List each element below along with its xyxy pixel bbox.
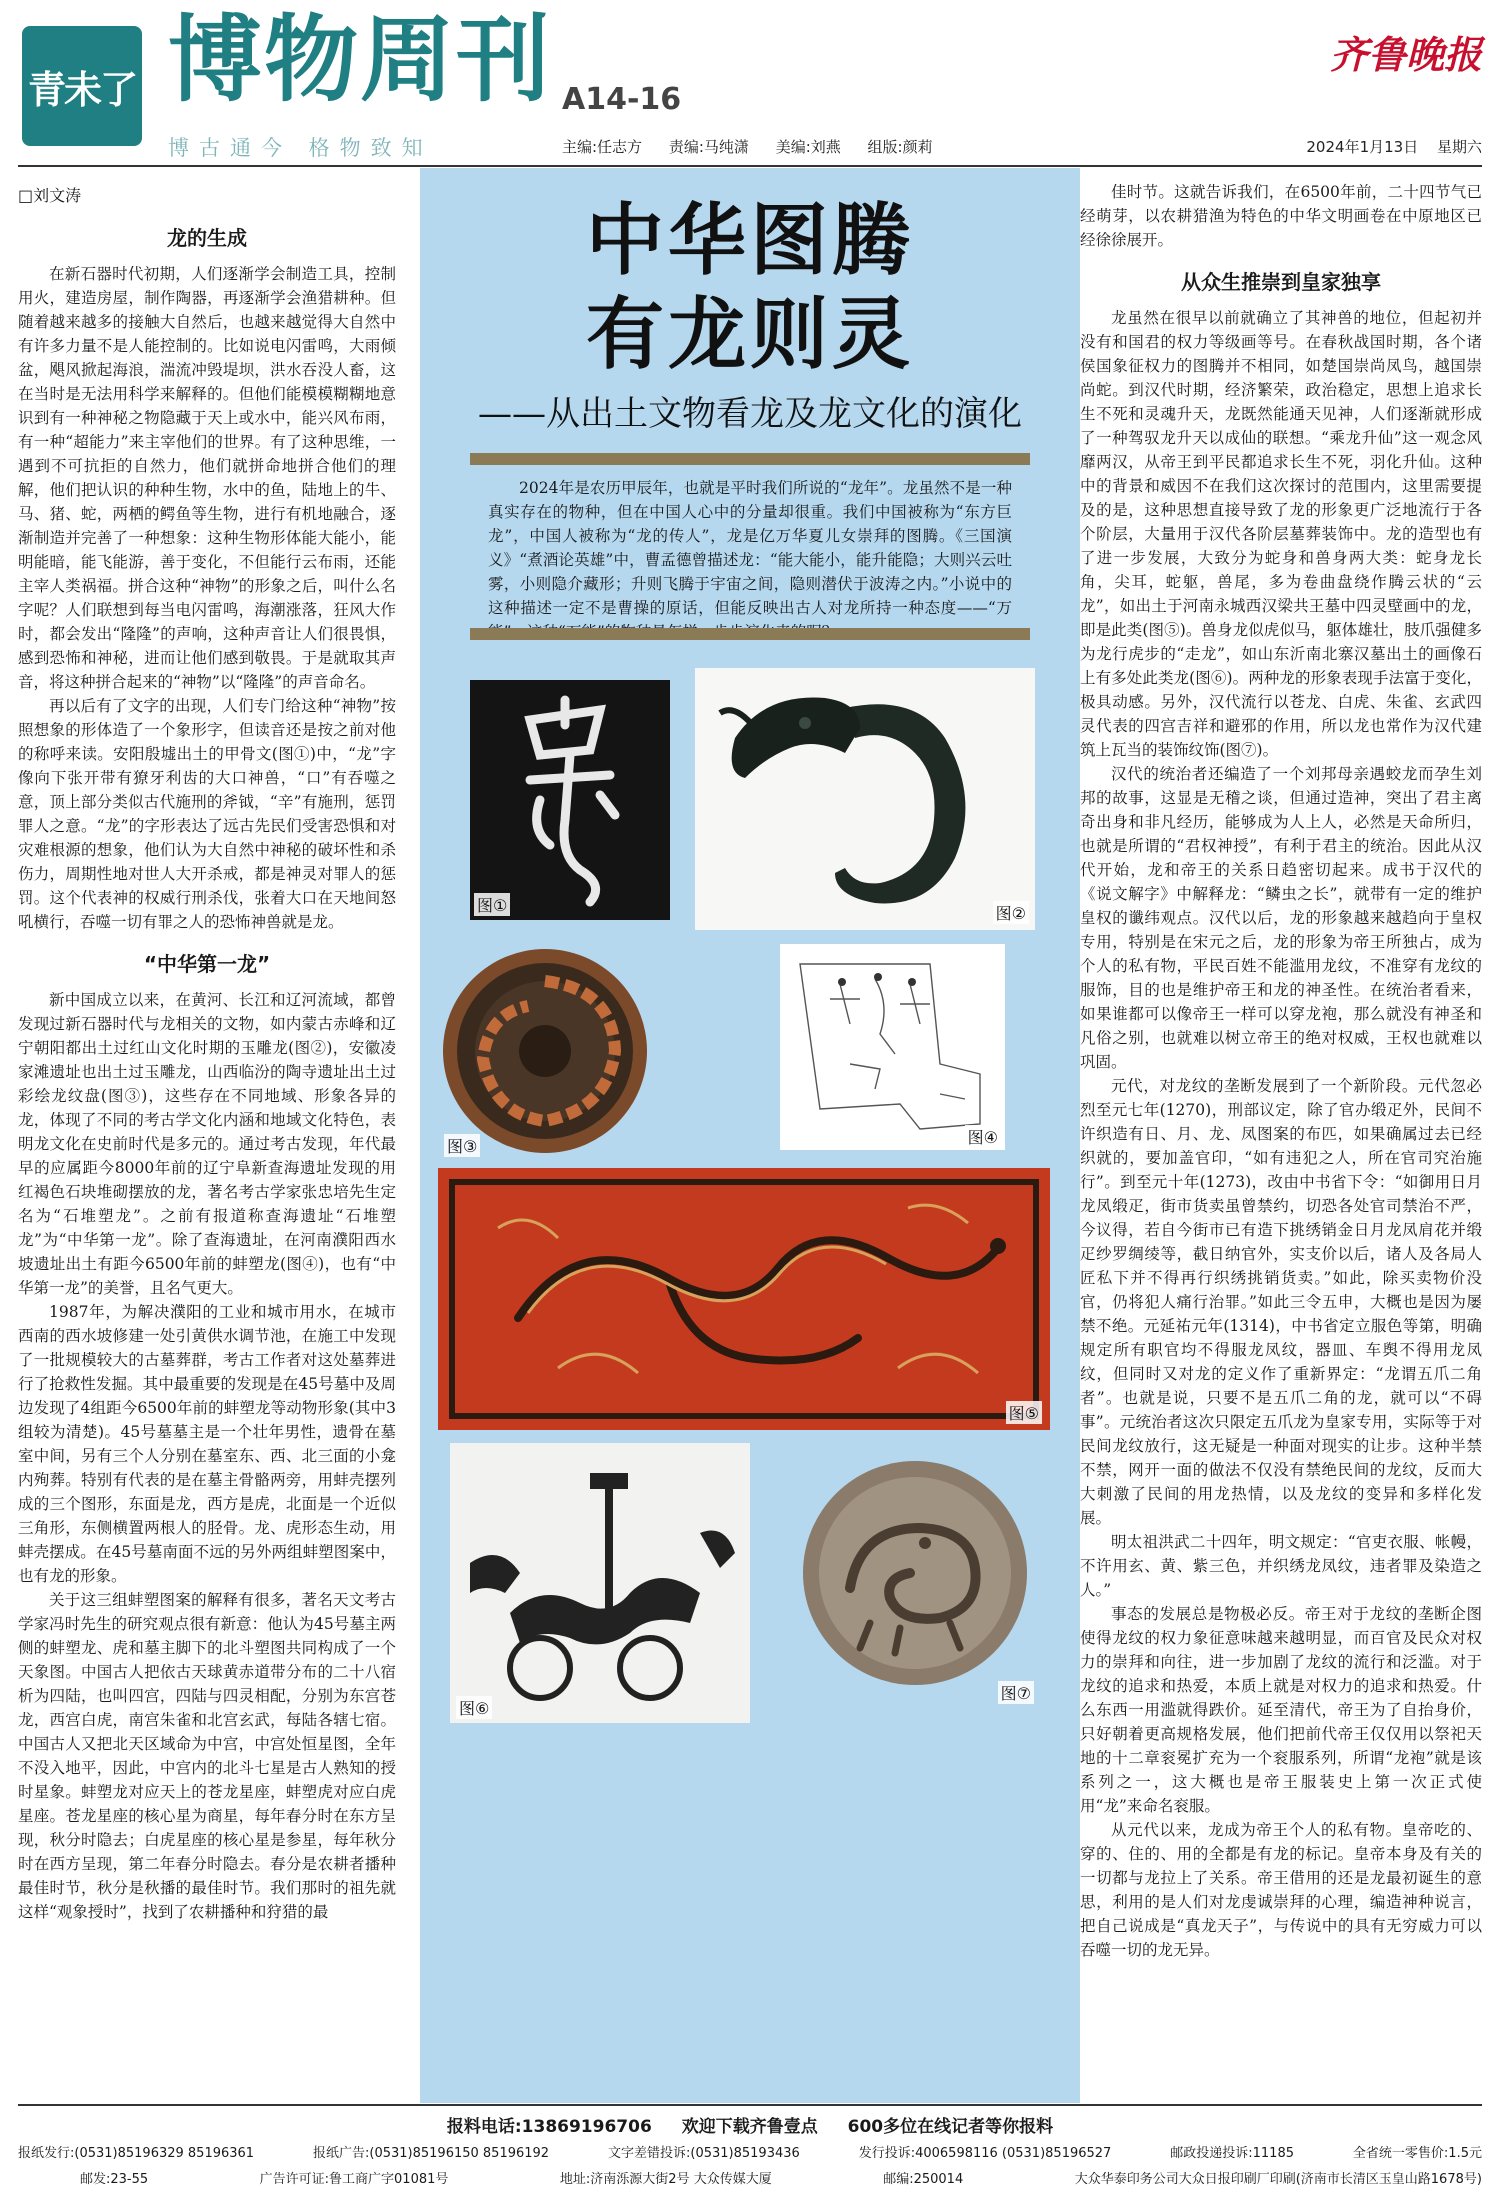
hotline-text: 报料电话:13869196706 [446, 2117, 652, 2137]
page-range: A14-16 [562, 82, 682, 117]
paragraph: 元代，对龙纹的垄断发展到了一个新阶段。元代忽必烈至元七年(1270)，刑部议定，除了官办缎疋外，民间不许织造有日、月、龙、凤图案的布匹，如果确属过去已经织就的，要加盖官印，“如有违犯之人，所在官司究治施行”。到至元十年(1273)，改由中书省下令：“如御用日月龙凤缎疋，街市货卖虽曾禁约，切恐各处官司禁治不严，今议得，若自今街市已有造下挑绣销金日月龙凤肩花并缎疋纱罗绸绫等，截日纳官外，实支价以后，诸人及各局人匠私下并不得再行织绣挑销货卖。”如此，除买卖物价没官，仍将犯人痛行治罪。”如此三令五申，大概也是因为屡禁不绝。元延祐元年(1314)，中书省定立服色等第，明确规定所有职官均不得服龙凤纹，器皿、车舆不得用龙凤纹，但同时又对龙的定义作了重新界定：“龙谓五爪二角者”。也就是说，只要不是五爪二角的龙，就可以“不碍事”。元统治者这次只限定五爪龙为皇家专用，实际等于对民间龙纹放行，这无疑是一种面对现实的让步。这种半禁不禁，网开一面的做法不仅没有禁绝民间的龙纹，反而大大刺激了民间的用龙热情，以及龙纹的变异和多样化发展。 [1080, 1077, 1482, 1527]
paragraph: 佳时节。这就告诉我们，在6500年前，二十四节气已经萌芽，以农耕猎渔为特色的中华文明画卷在中原地区已经徐徐展开。 [1080, 183, 1482, 249]
figure-stone-relief [450, 1443, 750, 1723]
slogan: 博古通今 格物致知 [168, 136, 433, 160]
paragraph: 汉代的统治者还编造了一个刘邦母亲遇蛟龙而孕生刘邦的故事，这显是无稽之谈，但通过造神，突出了君主离奇出身和非凡经历，能够成为人上人，必然是天命所归，也就是所谓的“君权神授”，有利于君主的统治。因此从汉代开始，龙和帝王的关系日趋密切起来。成书于汉代的《说文解字》中解释龙：“鳞虫之长”，就带有一定的维护皇权的谶纬观点。汉代以后，龙的形象越来越趋向于皇权专用，特别是在宋元之后，龙的形象为帝王所独占，成为个人的私有物，平民百姓不能滥用龙纹，不准穿有龙纹的服饰，目的也是维护帝王和龙的神圣性。在统治者看来，如果谁都可以像帝王一样可以穿龙袍，那么就没有神圣和凡俗之别，也就难以树立帝王的绝对权威，王权也就难以巩固。 [1080, 765, 1482, 1071]
jade-dragon-image [695, 668, 1035, 930]
price-text: 全省统一零售价:1.5元 [1352, 2146, 1482, 2161]
figure-caption: 图⑥ [456, 1696, 492, 1719]
distribution-phone: 报纸发行:(0531)85196329 85196361 [18, 2146, 255, 2161]
deck-rule-top [470, 453, 1030, 465]
footer-hotline [0, 2112, 1500, 2137]
paragraph: 事态的发展总是物极必反。帝王对于龙纹的垄断企图使得龙纹的权力象征意味越来越明显，而百官及民众对权力的崇拜和向往，进一步加剧了龙纹的流行和泛滥。对于龙纹的追求和热爱，本质上就是对权力的追求和热爱。什么东西一用滥就得跌价。延至清代，帝王为了自抬身价，只好朝着更高规格发展，他们把前代帝王仅仅用以祭祀天地的十二章衮冕扩充为一个衮服系列，所谓“龙袍”就是该系列之一，这大概也是帝王服装史上第一次正式使用“龙”来命名衮服。 [1080, 1605, 1482, 1815]
feature-panel [420, 168, 1080, 2103]
byline: □刘文涛 [18, 186, 82, 205]
copy-editor-credit: 责编:马纯潇 [668, 138, 749, 156]
art-editor-credit: 美编:刘燕 [775, 138, 841, 156]
paragraph: 关于这三组蚌塑图案的解释有很多，著名天文考古学家冯时先生的研究观点很有新意：他认为45号墓主两侧的蚌塑龙、虎和墓主脚下的北斗塑图共同构成了一个天象图。中国古人把依古天球黄赤道带分布的二十八宿析为四陆，也叫四宫，四陆与四灵相配，分别为东宫苍龙，西宫白虎，南宫朱雀和北宫玄武，每陆各辖七宿。中国古人又把北天区域命为中宫，中宫处恒星图，全年不没入地平，因此，中宫内的北斗七星是古人熟知的授时星象。蚌塑龙对应天上的苍龙星座，蚌塑虎对应白虎星座。苍龙星座的核心星为商星，每年春分时在东方呈现，秋分时隐去；白虎星座的核心星是参星，每年秋分时在西方呈现，第二年春分时隐去。春分是农耕者播种最佳时节，秋分是秋播的最佳时节。我们那时的祖先就这样“观象授时”，找到了农耕播种和狩猎的最 [18, 1591, 396, 1921]
burial-diagram-image [780, 944, 1005, 1150]
reporters-text: 600多位在线记者等你报料 [847, 2117, 1054, 2137]
error-report-phone: 文字差错投诉:(0531)85193436 [608, 2146, 800, 2161]
layout-editor-credit: 组版:颜莉 [867, 138, 933, 156]
paragraph: 龙虽然在很早以前就确立了其神兽的地位，但起初并没有和国君的权力等级画等号。在春秋战国时期，各个诸侯国象征权力的图腾并不相同，如楚国崇尚凤鸟，越国崇尚蛇。到汉代时期，经济繁荣，政治稳定，思想上追求长生不死和灵魂升天，龙既然能通天见神，人们逐渐就形成了一种驾驭龙升天以成仙的联想。“乘龙升仙”这一观念风靡两汉，从帝王到平民都追求长生不死，羽化升仙。这种中的背景和威因不在我们这次探讨的范围内，这里需要提及的是，这种思想直接导致了龙的形象更广泛地流行于各个阶层，大量用于汉代各阶层墓葬装饰中。龙的造型也有了进一步发展，大致分为蛇身和兽身两大类：蛇身龙长角，尖耳，蛇躯，兽尾，多为卷曲盘绕作腾云状的“云龙”，如出土于河南永城西汉梁共王墓中四灵壁画中的龙，即是此类(图⑤)。兽身龙似虎似马，躯体雄壮，肢爪强健多为龙行虎步的“走龙”，如山东沂南北寨汉墓出土的画像石上有多处此类龙(图⑥)。两种龙的形象表现手法富于变化，极具动感。另外，汉代流行以苍龙、白虎、朱雀、玄武四灵代表的四宫吉祥和避邪的作用，所以龙也常作为汉代建筑上瓦当的装饰纹饰(图⑦)。 [1080, 309, 1482, 759]
paragraph: 从元代以来，龙成为帝王个人的私有物。皇帝吃的、穿的、住的、用的全都是有龙的标记。皇帝本身及有关的一切都与龙拉上了关系。帝王借用的还是龙最初诞生的意思，利用的是人们对龙虔诚崇拜的心理，编造神种说言，把自己说成是“真龙天子”，与传说中的具有无穷威力可以吞噬一切的龙无异。 [1080, 1821, 1482, 1959]
oracle-character-image [470, 680, 670, 920]
headline [420, 194, 1080, 382]
figure-caption: 图① [474, 893, 510, 916]
ad-license: 广告许可证:鲁工商广字01081号 [259, 2172, 449, 2187]
paragraph: 明太祖洪武二十四年，明文规定：“官吏衣服、帐幔，不许用玄、黄、紫三色，并织绣龙凤纹，违者罪及染造之人。” [1080, 1533, 1482, 1599]
date-text: 2024年1月13日 [1306, 138, 1419, 156]
issue-date [1292, 136, 1482, 157]
figure-caption: 图② [993, 901, 1029, 924]
figure-caption: 图⑦ [998, 1681, 1034, 1704]
stone-relief-image [450, 1443, 750, 1723]
editor-credits [562, 136, 955, 157]
newspaper-name: 齐鲁晚报 [1329, 32, 1482, 77]
publication-title: 博物周刊 [168, 6, 553, 115]
app-download-text: 欢迎下载齐鲁壹点 [681, 2117, 818, 2137]
roof-tile-image [790, 1448, 1040, 1710]
figure-dragon-mural [438, 1168, 1050, 1430]
zip-code: 邮编:250014 [883, 2172, 964, 2187]
figure-caption: 图④ [965, 1125, 1001, 1148]
footer-divider [18, 2104, 1482, 2106]
figure-caption: 图⑤ [1006, 1401, 1042, 1424]
postal-complaint: 邮政投递投诉:11185 [1170, 2146, 1294, 2161]
figure-oracle-bone-character [470, 680, 670, 920]
figure-jade-dragon [695, 668, 1035, 930]
footer-info-row [80, 2168, 1482, 2187]
paragraph: 新中国成立以来，在黄河、长江和辽河流域，都曾发现过新石器时代与龙相关的文物，如内蒙古赤峰和辽宁朝阳都出土过红山文化时期的玉雕龙(图②)，安徽凌家滩遗址也出土过玉雕龙，山西临汾的陶寺遗址出土过彩绘龙纹盘(图③)，这些存在不同地域、形象各异的龙，体现了不同的考古学文化内涵和地域文化特色，表明龙文化在史前时代是多元的。通过考古发现，年代最早的应属距今8000年前的辽宁阜新查海遗址发现的用红褐色石块堆砌摆放的龙，著名考古学家张忠培先生定名为“石堆塑龙”。之前有报道称查海遗址“石堆塑龙”为“中华第一龙”。除了查海遗址，在河南濮阳西水坡遗址出土有距今6500年前的蚌塑龙(图④)，也有“中华第一龙”的美誉，且名气更大。 [18, 991, 396, 1297]
weekday-text: 星期六 [1436, 138, 1482, 156]
subheadline: ——从出土文物看龙及龙文化的演化 [478, 394, 1022, 434]
paragraph: 1987年，为解决濮阳的工业和城市用水，在城市西南的西水坡修建一处引黄供水调节池，在施工中发现了一批规模较大的古墓葬群，考古工作者对这处墓葬进行了抢救性发掘。其中最重要的发现是在45号墓中及周边发现了4组距今6500年前的蚌塑龙等动物形象(其中3组较为清楚)。45号墓墓主是一个壮年男性，遗骨在墓室中间，另有三个人分别在墓室东、西、北三面的小龛内殉葬。特别有代表的是在墓主骨骼两旁，用蚌壳摆列成的三个图形，东面是龙，西方是虎，北面是一个近似三角形，东侧横置两根人的胫骨。龙、虎形态生动，用蚌壳摆成。在45号墓南面不远的另外两组蚌塑图案中，也有龙的形象。 [18, 1303, 396, 1585]
intro-paragraph: 2024年是农历甲辰年，也就是平时我们所说的“龙年”。龙虽然不是一种真实存在的物种，但在中国人心中的分量却很重。我们中国被称为“东方巨龙”，中国人被称为“龙的传人”，龙是亿万华夏儿女崇拜的图腾。《三国演义》“煮酒论英雄”中，曹孟德曾描述龙：“能大能小，能升能隐；大则兴云吐雾，小则隐介藏形；升则飞腾于宇宙之间，隐则潜伏于波涛之内。”小说中的这种描述一定不是曹操的原话，但能反映出古人对龙所持一种态度——“万 [488, 479, 1012, 617]
printer-text: 大众华泰印务公司大众日报印刷厂印刷(济南市长清区玉皇山路1678号) [1074, 2172, 1482, 2187]
painted-plate-image [438, 944, 653, 1159]
editor-credit: 主编:任志方 [562, 138, 643, 156]
figure-roof-tile [790, 1448, 1040, 1710]
dragon-mural-image [438, 1168, 1050, 1430]
header-divider [18, 165, 1482, 167]
ad-phone: 报纸广告:(0531)85196150 85196192 [313, 2146, 550, 2161]
section-heading: 龙的生成 [167, 226, 247, 250]
section-heading: 从众生推崇到皇家独享 [1181, 270, 1381, 294]
right-column [1080, 180, 1482, 2090]
postal-code: 邮发:23-55 [80, 2172, 149, 2187]
brand-logo: 青未了 [22, 26, 142, 146]
paragraph: 在新石器时代初期，人们逐渐学会制造工具，控制用火，建造房屋，制作陶器，再逐渐学会渔猎耕种。但随着越来越多的接触大自然后，也越来越觉得大自然中有许多力量不是人能控制的。比如说电闪雷鸣，大雨倾盆，飓风掀起海浪，湍流冲毁堤坝，洪水吞没人畜，这在当时是无法用科学来解释的。但他们能模模糊糊地意识到有一种神秘之物隐藏于天上或水中，能兴风布雨，有一种“超能力”来主宰他们的世界。有了这种思维，一遇到不可抗拒的自然力，他们就拼命地拼合他们的理解，他们把认识的种种生物，水中的鱼，陆地上的牛、马、猪、蛇，两栖的鳄鱼等生物，进行有机地融合，逐渐制造并完善了一种想象：这种生物形体能大能小，能明能暗，能飞能游，善于变化，不但能行云布雨，还能主宰人类祸福。拼合这种“神物”的形象之后，叫什么名字呢？人们联想到每当电闪雷鸣，海潮涨落，狂风大作时，都会发出“隆隆”的声响，这种声音让人们很畏惧，感到恐怖和神秘，进而让他们感到敬畏。于是就取其声音，将这种拼合起来的“神物”以“隆隆”的声音命名。 [18, 265, 396, 691]
left-column [18, 180, 396, 2090]
complaint-phone: 发行投诉:4006598116 (0531)85196527 [858, 2146, 1112, 2161]
footer-contact-row [18, 2142, 1482, 2161]
headline-line-2: 有龙则灵 [585, 290, 914, 380]
deck-rule-bottom [470, 628, 1030, 640]
figure-burial-diagram [780, 944, 1005, 1150]
paragraph: 再以后有了文字的出现，人们专门给这种“神物”按照想象的形体造了一个象形字，但读音还是按之前对他的称呼来读。安阳殷墟出土的甲骨文(图①)中，“龙”字像向下张开带有獠牙利齿的大口神兽，“口”有吞噬之意，顶上部分类似古代施刑的斧钺，“辛”有施刑，惩罚罪人之意。“龙”的字形表达了远古先民们受害恐惧和对灾难根源的想象，他们认为大自然中神秘的破坏性和杀伤力，周期性地对世人大开杀戒，都是神灵对罪人的惩罚。这个代表神的权威行刑杀伐，张着大口在天地间怒吼横行，吞噬一切有罪之人的恐怖神兽就是龙。 [18, 697, 396, 931]
figure-painted-plate [438, 944, 653, 1159]
headline-line-1: 中华图腾 [585, 196, 914, 286]
section-heading: “中华第一龙” [143, 952, 271, 976]
figure-caption: 图③ [444, 1134, 480, 1157]
address-text: 地址:济南泺源大街2号 大众传媒大厦 [559, 2172, 772, 2187]
